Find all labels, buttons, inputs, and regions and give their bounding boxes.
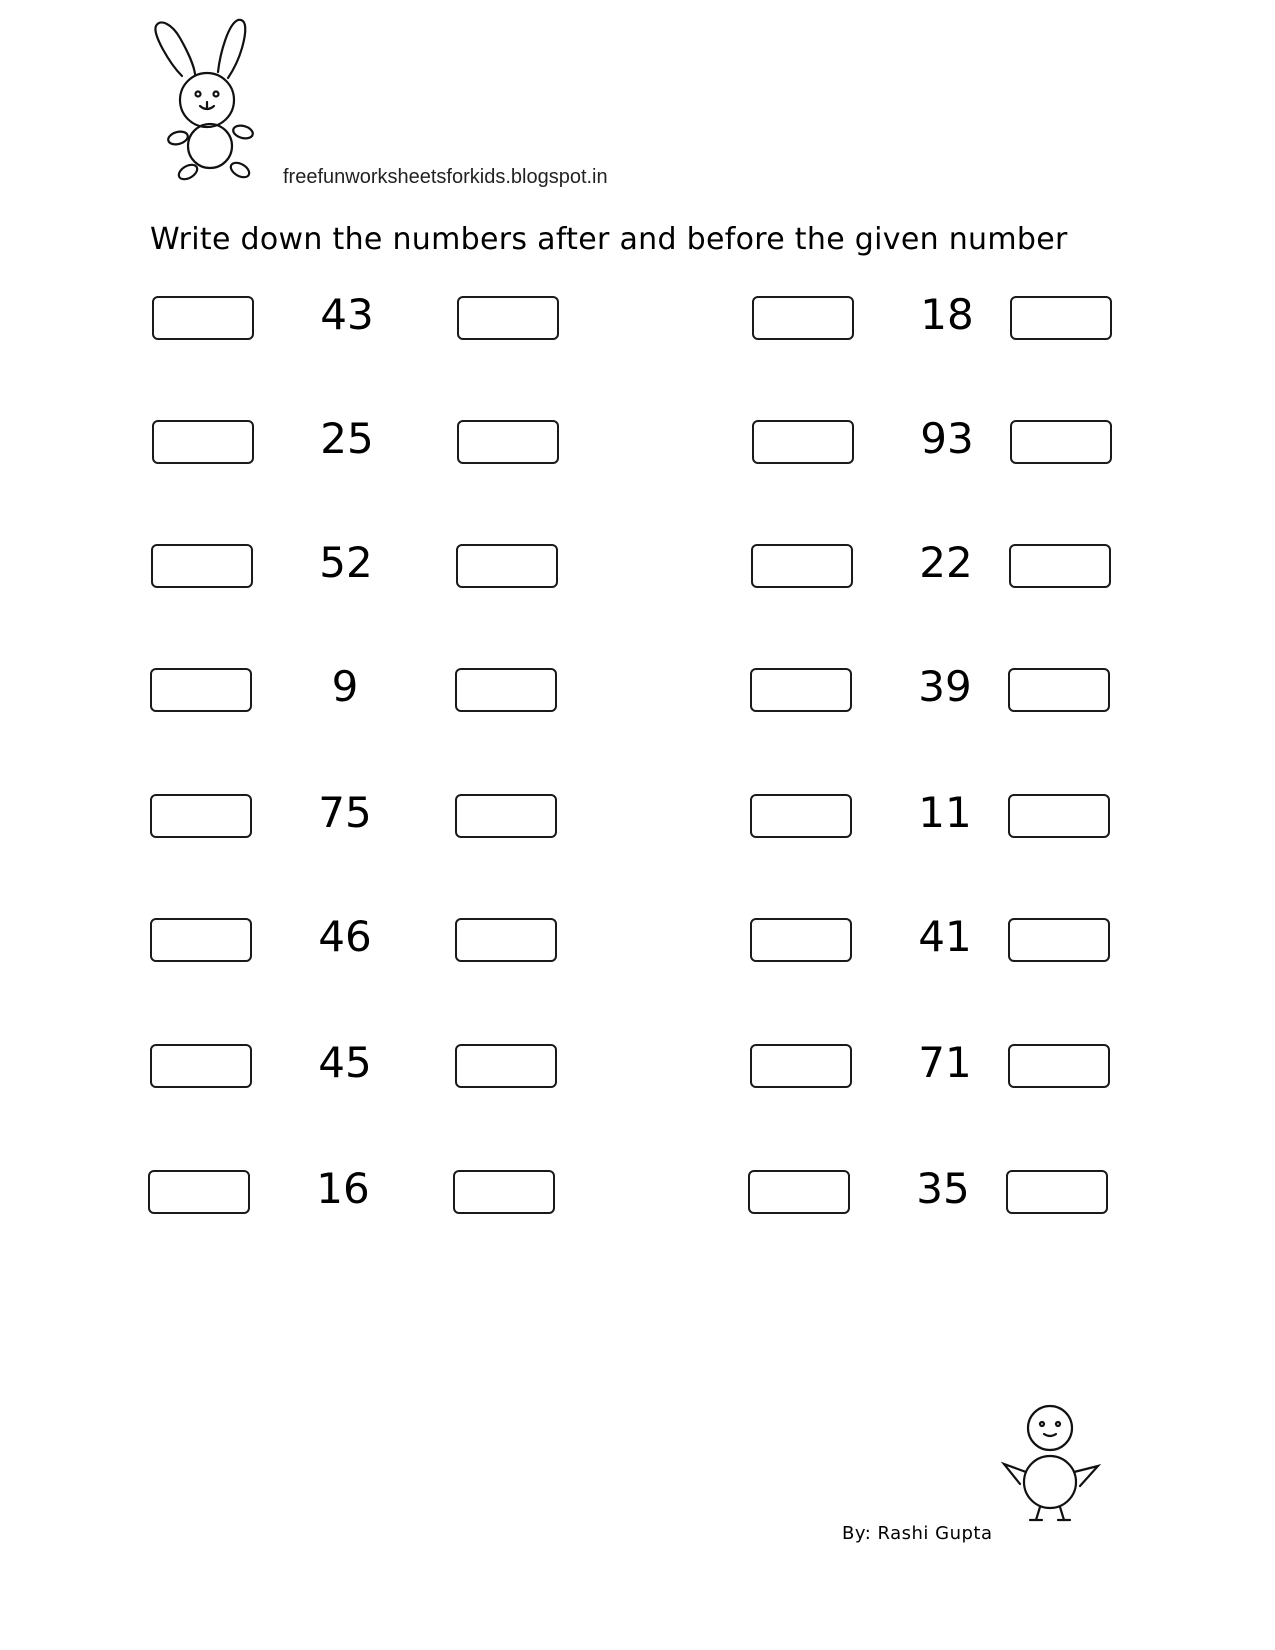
given-number: 93 — [920, 414, 974, 463]
exercise-row — [151, 538, 571, 592]
before-answer-box[interactable] — [148, 1170, 250, 1214]
before-answer-box[interactable] — [750, 794, 852, 838]
exercise-row — [148, 1164, 568, 1218]
after-answer-box[interactable] — [1010, 296, 1112, 340]
after-answer-box[interactable] — [455, 794, 557, 838]
given-number: 35 — [916, 1164, 970, 1213]
before-answer-box[interactable] — [751, 544, 853, 588]
after-answer-box[interactable] — [1010, 420, 1112, 464]
exercise-row — [150, 1038, 570, 1092]
before-answer-box[interactable] — [151, 544, 253, 588]
after-answer-box[interactable] — [1008, 918, 1110, 962]
after-answer-box[interactable] — [1009, 544, 1111, 588]
exercise-row — [152, 290, 572, 344]
exercise-row — [750, 788, 1170, 842]
before-answer-box[interactable] — [750, 1044, 852, 1088]
website-url: freefunworksheetsforkids.blogspot.in — [283, 166, 608, 188]
before-answer-box[interactable] — [750, 918, 852, 962]
given-number: 46 — [318, 912, 372, 961]
before-answer-box[interactable] — [152, 296, 254, 340]
given-number: 16 — [316, 1164, 370, 1213]
given-number: 9 — [331, 662, 359, 711]
after-answer-box[interactable] — [453, 1170, 555, 1214]
before-answer-box[interactable] — [150, 918, 252, 962]
given-number: 18 — [920, 290, 974, 339]
after-answer-box[interactable] — [456, 544, 558, 588]
after-answer-box[interactable] — [455, 668, 557, 712]
exercise-row — [751, 538, 1171, 592]
exercise-row — [752, 414, 1172, 468]
given-number: 75 — [318, 788, 372, 837]
after-answer-box[interactable] — [457, 296, 559, 340]
given-number: 25 — [320, 414, 374, 463]
exercise-row — [150, 912, 570, 966]
given-number: 11 — [918, 788, 972, 837]
after-answer-box[interactable] — [457, 420, 559, 464]
before-answer-box[interactable] — [150, 668, 252, 712]
given-number: 22 — [919, 538, 973, 587]
instruction-text: Write down the numbers after and before the given number — [150, 222, 1068, 257]
after-answer-box[interactable] — [1008, 1044, 1110, 1088]
exercise-row — [150, 662, 570, 716]
before-answer-box[interactable] — [748, 1170, 850, 1214]
given-number: 41 — [918, 912, 972, 961]
exercise-row — [150, 788, 570, 842]
after-answer-box[interactable] — [455, 918, 557, 962]
before-answer-box[interactable] — [152, 420, 254, 464]
before-answer-box[interactable] — [750, 668, 852, 712]
given-number: 71 — [918, 1038, 972, 1087]
author-credit: By: Rashi Gupta — [842, 1523, 993, 1544]
exercise-row — [752, 290, 1172, 344]
exercise-row — [750, 912, 1170, 966]
exercise-row — [748, 1164, 1168, 1218]
chick-icon — [1000, 1400, 1110, 1525]
before-answer-box[interactable] — [752, 296, 854, 340]
given-number: 45 — [318, 1038, 372, 1087]
exercise-row — [152, 414, 572, 468]
given-number: 52 — [319, 538, 373, 587]
before-answer-box[interactable] — [150, 794, 252, 838]
before-answer-box[interactable] — [150, 1044, 252, 1088]
after-answer-box[interactable] — [455, 1044, 557, 1088]
exercise-row — [750, 1038, 1170, 1092]
before-answer-box[interactable] — [752, 420, 854, 464]
after-answer-box[interactable] — [1008, 794, 1110, 838]
given-number: 43 — [320, 290, 374, 339]
after-answer-box[interactable] — [1006, 1170, 1108, 1214]
after-answer-box[interactable] — [1008, 668, 1110, 712]
given-number: 39 — [918, 662, 972, 711]
exercise-row — [750, 662, 1170, 716]
